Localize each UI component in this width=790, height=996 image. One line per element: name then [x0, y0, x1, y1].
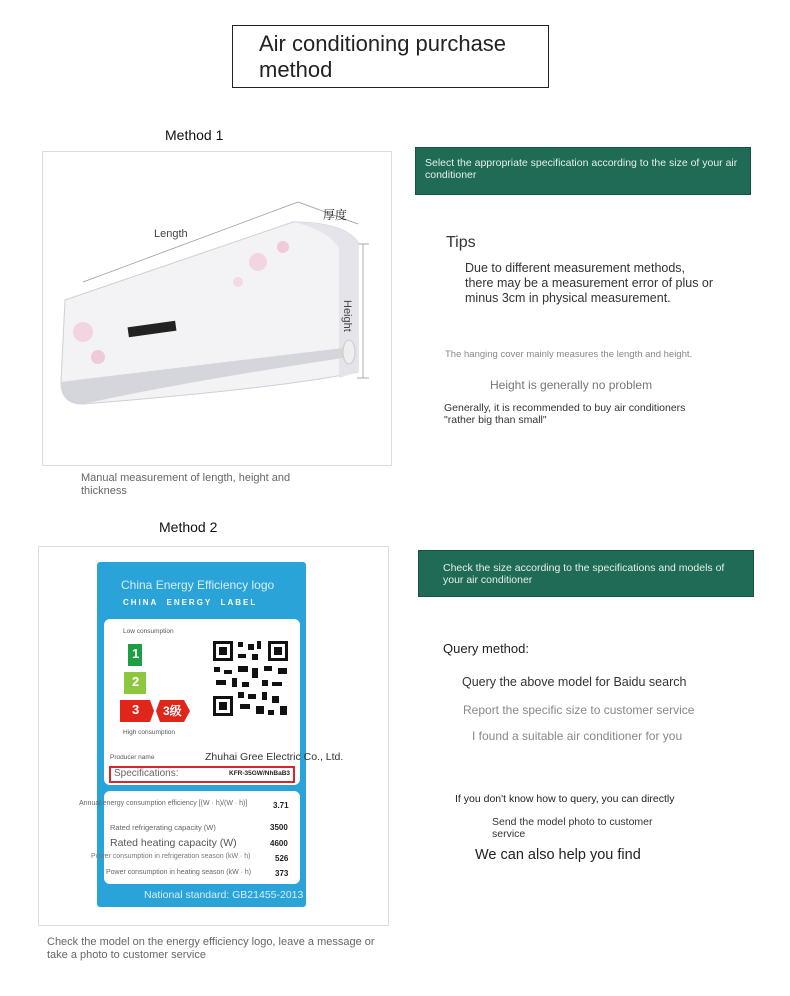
height-label: Height [341, 300, 353, 332]
spec-row-heating-season-label: Power consumption in heating season (kW · h) [106, 869, 252, 876]
spec-row-heating-label: Rated heating capacity (W) [110, 837, 237, 849]
spec-row-refrigerating-label: Rated refrigerating capacity (W) [110, 823, 216, 832]
low-consumption-label: Low consumption [123, 628, 174, 635]
grade-badge-text: 3级 [163, 704, 182, 718]
producer-name-value: Zhuhai Gree Electric Co., Ltd. [205, 751, 344, 763]
query-step-1: Query the above model for Baidu search [462, 675, 687, 689]
direct-note-3: We can also help you find [475, 847, 641, 863]
high-consumption-label: High consumption [123, 729, 176, 736]
query-step-2: Report the specific size to customer service [463, 703, 695, 717]
spec-row-refrigeration-season-label: Power consumption in refrigeration season (kW · h) [91, 853, 251, 860]
energy-label-subtitle: CHINA ENERGY LABEL [123, 598, 258, 607]
grade-1-text: 1 [132, 646, 140, 661]
energy-label-title: China Energy Efficiency logo [121, 578, 275, 592]
national-standard-text: National standard: GB21455-2013 [144, 889, 304, 901]
spec-row-refrigeration-season-value: 526 [275, 854, 289, 863]
method2-label: Method 2 [159, 519, 218, 535]
direct-note-2: Send the model photo to customer service [492, 816, 653, 840]
query-step-3: I found a suitable air conditioner for you [472, 729, 683, 743]
grade-2-text: 2 [132, 674, 140, 689]
grade-3-text: 3 [132, 702, 140, 717]
spec-row-refrigerating-value: 3500 [270, 823, 288, 832]
tips-title: Tips [446, 234, 476, 251]
length-label: Length [154, 228, 188, 240]
query-method-title: Query method: [443, 641, 529, 656]
note-hanging-cover: The hanging cover mainly measures the length and height. [445, 349, 693, 360]
specification-value: KFR-35GW/NhBaB3 [229, 770, 291, 777]
method1-label: Method 1 [165, 127, 224, 143]
page-title: Air conditioning purchase method [259, 31, 507, 82]
note-height: Height is generally no problem [490, 378, 653, 392]
method2-caption: Check the model on the energy efficiency logo, leave a message or take a photo to customer service [47, 936, 375, 961]
producer-name-label: Producer name [110, 754, 155, 761]
method1-banner-text: Select the appropriate specification according to the size of your air conditioner [425, 157, 738, 181]
method2-banner-text: Check the size according to the specifications and models of your air conditioner [443, 562, 725, 586]
tips-body: Due to different measurement methods, there may be a measurement error of plus or minus 3cm in physical measurement. [465, 261, 714, 305]
spec-row-heating-value: 4600 [270, 839, 288, 848]
method1-caption: Manual measurement of length, height and thickness [81, 472, 291, 497]
spec-row-heating-season-value: 373 [275, 869, 289, 878]
method2-banner [418, 550, 754, 597]
direct-note-1: If you don't know how to query, you can directly [455, 793, 675, 805]
method1-banner [415, 147, 751, 195]
depth-label: 厚度 [323, 208, 348, 222]
qr-code-icon [212, 640, 289, 717]
spec-row-annual-efficiency-value: 3.71 [273, 801, 289, 810]
spec-row-annual-efficiency-label: Annual energy consumption efficiency [(W · h)/(W · h)] [79, 800, 248, 807]
specification-label: Specifications: [114, 768, 179, 779]
note-recommendation: Generally, it is recommended to buy air conditioners "rather big than small" [444, 402, 686, 426]
method1-image-frame [42, 151, 392, 466]
title-box [232, 25, 549, 88]
